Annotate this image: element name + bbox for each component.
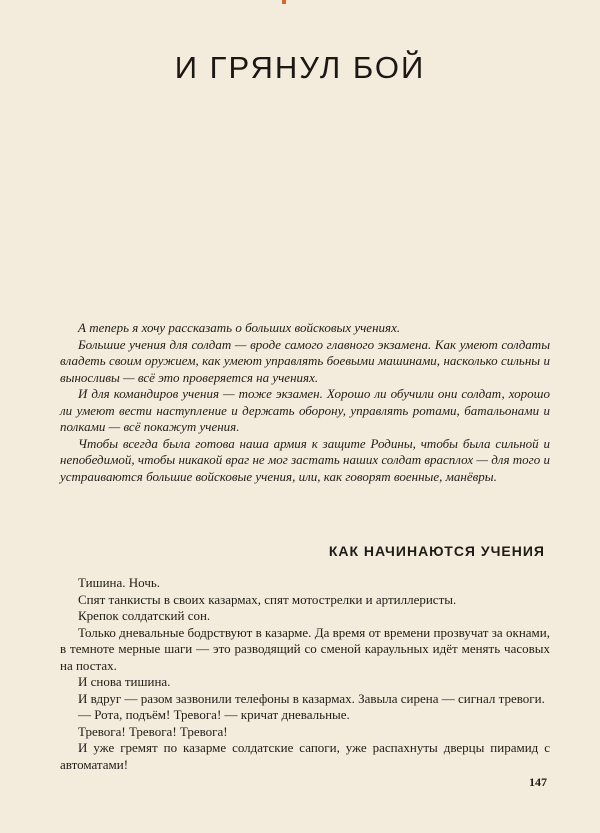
chapter-title: И ГРЯНУЛ БОЙ (174, 50, 426, 85)
body-paragraph: И уже гремят по казарме солдатские сапоги, уже распахнуты дверцы пирамид с автоматами! (60, 740, 550, 772)
body-paragraph: Спят танкисты в своих казармах, спят мотострелки и артиллеристы. (78, 591, 457, 607)
intro-paragraph: И для командиров учения — тоже экзамен. Хорошо ли обучили они солдат, хорошо ли умеют вести наступление и держать оборону, управлять ротами, батальонами и полками — всё покажут учения. (60, 386, 550, 434)
section-heading: КАК НАЧИНАЮТСЯ УЧЕНИЯ (328, 543, 545, 559)
body-section (60, 575, 550, 773)
intro-paragraph: Большие учения для солдат — вроде самого главного экзамена. Как умеют солдаты владеть своим оружием, как умеют управлять боевыми машинами, насколько сильны и выносливы — всё это проверяется на учениях. (60, 336, 550, 385)
body-paragraph: Крепок солдатский сон. (78, 608, 211, 623)
intro-paragraph: А теперь я хочу рассказать о больших войсковых учениях. (78, 320, 401, 335)
body-paragraph: И вдруг — разом зазвонили телефоны в казармах. Завыла сирена — сигнал тревоги. (78, 690, 545, 706)
intro-paragraph: Чтобы всегда была готова наша армия к защите Родины, чтобы была сильной и непобедимой, чтобы никакой враг не мог застать наших солдат врасплох — для того и устраиваются большие войсковые учения, или, как говорят военные, манёвры. (60, 435, 550, 484)
body-paragraph: И снова тишина. (78, 674, 171, 689)
body-paragraph: Тишина. Ночь. (78, 575, 161, 590)
body-paragraph: Только дневальные бодрствуют в казарме. Да время от времени прозвучат за окнами, в темноте мерные шаги — это разводящий со сменой караульных идёт менять часовых на постах. (60, 624, 550, 673)
body-paragraph: — Рота, подъём! Тревога! — кричат дневальные. (78, 707, 350, 722)
page-number: 147 (529, 775, 547, 789)
intro-section (60, 320, 550, 485)
page-edge-mark (282, 0, 286, 4)
body-paragraph: Тревога! Тревога! Тревога! (78, 723, 228, 739)
